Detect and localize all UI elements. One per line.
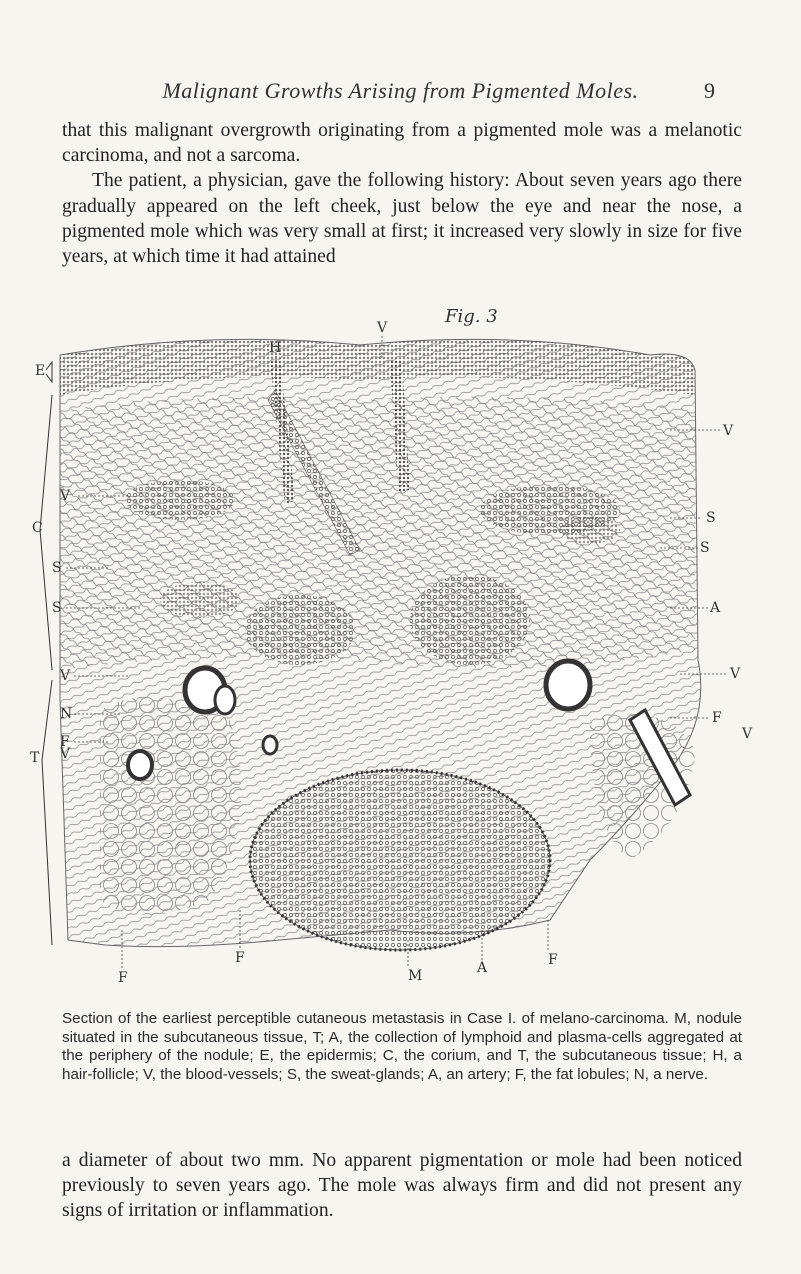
page-header — [0, 78, 801, 108]
sweat-gland — [560, 516, 620, 544]
histology-figure — [30, 300, 770, 990]
label-v-right-2: V — [730, 666, 741, 682]
label-a-bottom: A — [477, 960, 488, 976]
label-t: T — [30, 750, 40, 766]
label-n: N — [60, 706, 73, 722]
label-s-left-2: S — [52, 600, 62, 616]
label-f-left: F — [60, 734, 70, 750]
label-s-right-2: S — [700, 540, 710, 556]
figure-caption: Section of the earliest perceptible cutaneous metastasis in Case I. of melano-carcinoma. M, nodule situated in the subcutaneous tissue, T; A, the collection of lymphoid and plasma-cells aggregated at the periphery of the nodule; E, the epidermis; C, the corium, and T, the subcutaneous tissue; H, a hair-follicle; V, the blood-vessels; S, the sweat-glands; A, an artery; F, the fat lobules; N, a nerve. — [62, 1010, 742, 1083]
body-text-bottom — [62, 1148, 742, 1224]
label-v-right: V — [723, 423, 734, 439]
label-e: E — [35, 363, 46, 379]
cell-cluster — [410, 575, 530, 665]
blood-vessel — [263, 736, 277, 754]
body-text-top — [62, 118, 742, 269]
label-f-bottom-3: F — [548, 952, 558, 968]
label-s-right: S — [706, 510, 716, 526]
label-v-left-2: V — [60, 668, 71, 684]
cell-cluster — [245, 595, 355, 665]
bracket-t — [42, 680, 52, 945]
running-title: Malignant Growths Arising from Pigmented Moles. — [162, 78, 639, 103]
label-s-left: S — [52, 560, 62, 576]
sweat-gland — [160, 582, 240, 618]
cell-cluster — [125, 480, 235, 520]
histology-illustration — [30, 300, 770, 990]
label-h: H — [269, 340, 282, 356]
label-f-bottom-1: F — [118, 970, 128, 986]
label-v-top: V — [377, 320, 388, 336]
label-m: M — [408, 968, 423, 984]
label-v-right-3: V — [742, 726, 753, 742]
label-f-right: F — [712, 710, 722, 726]
blood-vessel — [215, 686, 235, 714]
paragraph-1: that this malignant overgrowth originating from a pigmented mole was a melanotic carcinoma, and not a sarcoma. — [62, 120, 742, 167]
paragraph-3: a diameter of about two mm. No apparent pigmentation or mole had been noticed previously to seven years ago. The mole was always firm and did not present any signs of irritation or inflammation. — [62, 1150, 742, 1222]
label-f-bottom-2: F — [235, 950, 245, 966]
blood-vessel — [128, 751, 152, 779]
paragraph-2: The patient, a physician, gave the following history: About seven years ago there gradually appeared on the left cheek, just below the eye and near the nose, a pigmented mole which was very small at first; it increased very slowly in size for five years, at which time it had attained — [62, 170, 742, 268]
figure-title: Fig. 3 — [445, 306, 498, 327]
label-v-left: V — [60, 488, 71, 504]
label-v-left-3: V — [60, 746, 71, 762]
artery — [546, 661, 590, 709]
bracket-e — [46, 362, 52, 382]
page-number: 9 — [704, 78, 715, 103]
label-a-right: A — [710, 600, 721, 616]
label-c: C — [32, 520, 43, 536]
